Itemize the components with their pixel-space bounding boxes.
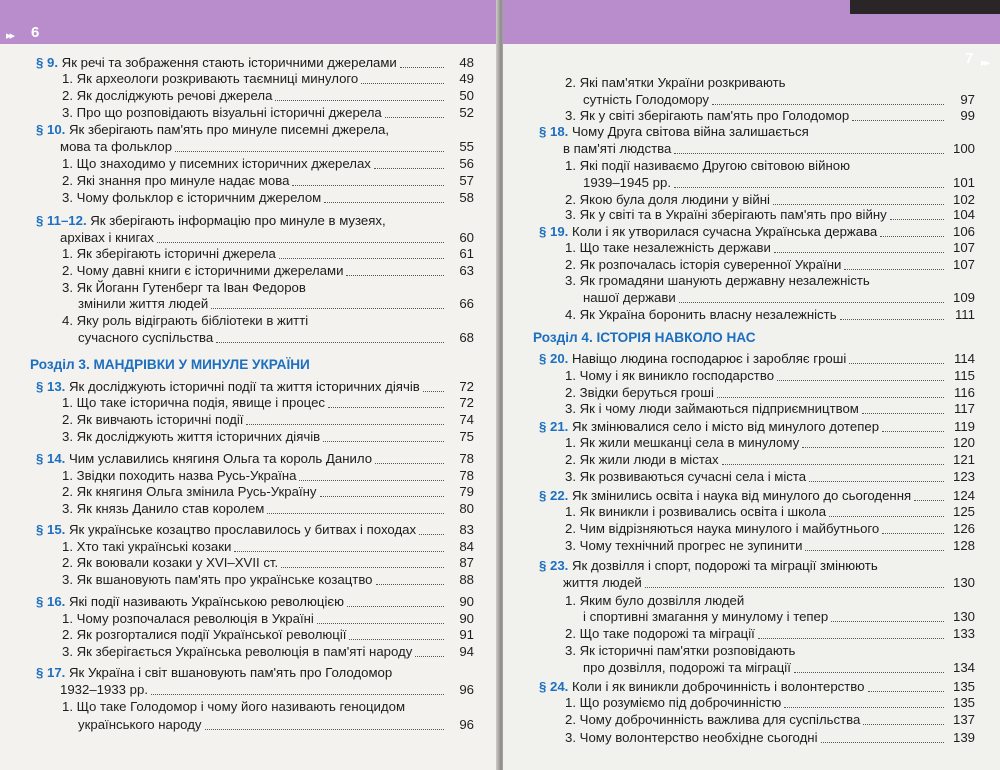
toc-section bbox=[539, 418, 975, 435]
leader-dots bbox=[880, 236, 944, 237]
leader-dots bbox=[862, 413, 944, 414]
page-ref: 107 bbox=[952, 240, 975, 255]
page-ref: 88 bbox=[459, 572, 474, 587]
toc-subentry bbox=[62, 483, 474, 500]
toc-subentry bbox=[565, 451, 975, 468]
section-number: § 10. bbox=[36, 122, 66, 137]
section-number: § 20. bbox=[539, 351, 569, 366]
chapter-title: ІСТОРІЯ НАВКОЛО НАС bbox=[596, 330, 756, 345]
entry-title: 3. Як історичні пам'ятки розповідають bbox=[565, 643, 796, 658]
page-ref: 48 bbox=[459, 55, 474, 70]
toc-subentry bbox=[583, 608, 975, 625]
section-title: Як речі та зображення стають історичними джерелами bbox=[61, 55, 397, 70]
toc-subentry bbox=[62, 262, 474, 279]
leader-dots bbox=[712, 104, 944, 105]
leader-dots bbox=[722, 464, 944, 465]
page-ref: 126 bbox=[952, 521, 975, 536]
page-ref: 101 bbox=[952, 175, 975, 190]
page-ref: 97 bbox=[960, 92, 975, 107]
toc-section bbox=[539, 487, 975, 504]
page-ref: 109 bbox=[952, 290, 975, 305]
toc-subentry bbox=[62, 155, 474, 172]
section-number: § 23. bbox=[539, 558, 569, 573]
leader-dots bbox=[773, 204, 944, 205]
section-number: § 11–12. bbox=[36, 213, 87, 228]
entry-title: 3. Чому технічний прогрес не зупинити bbox=[565, 538, 803, 553]
leader-dots bbox=[794, 672, 944, 673]
toc-subentry bbox=[565, 256, 975, 273]
toc-subentry bbox=[60, 138, 474, 155]
page-ref: 72 bbox=[459, 379, 474, 394]
entry-title: 2. Звідки беруться гроші bbox=[565, 385, 714, 400]
entry-title: 1. Чому розпочалася революція в Україні bbox=[62, 611, 314, 626]
toc-subentry bbox=[565, 694, 975, 711]
toc-subentry bbox=[565, 306, 975, 323]
section-number: § 19. bbox=[539, 224, 569, 239]
toc-section bbox=[539, 123, 975, 140]
page-ref: 58 bbox=[459, 190, 474, 205]
section-title: Як дозвілля і спорт, подорожі та міграції змінюють bbox=[572, 558, 878, 573]
section-title: Як українське козацтво прославилось у битвах і походах bbox=[69, 522, 417, 537]
leader-dots bbox=[323, 441, 444, 442]
page-ref: 61 bbox=[459, 246, 474, 261]
page-ref: 74 bbox=[459, 412, 474, 427]
leader-dots bbox=[805, 550, 944, 551]
leader-dots bbox=[281, 567, 444, 568]
page-ref: 116 bbox=[953, 385, 975, 400]
leader-dots bbox=[157, 242, 444, 243]
entry-title: в пам'яті людства bbox=[563, 141, 672, 156]
section-title: Коли і як виникли доброчинність і волонтерство bbox=[572, 679, 865, 694]
section-number: § 13. bbox=[36, 379, 66, 394]
toc-subentry bbox=[62, 626, 474, 643]
entry-title: 1932–1933 рр. bbox=[60, 682, 149, 697]
leader-dots bbox=[299, 480, 444, 481]
entry-title: 1939–1945 рр. bbox=[583, 175, 672, 190]
entry-title: 1. Хто такі українські козаки bbox=[62, 539, 232, 554]
entry-title: життя людей bbox=[563, 575, 642, 590]
entry-title: 1. Як жили мешканці села в минулому bbox=[565, 435, 800, 450]
toc-subentry bbox=[583, 174, 975, 191]
toc-section bbox=[36, 521, 474, 538]
entry-title: 3. Як вшановують пам'ять про українське козацтво bbox=[62, 572, 373, 587]
page-ref: 79 bbox=[459, 484, 474, 499]
page-ref: 120 bbox=[952, 435, 975, 450]
page-ref: 49 bbox=[459, 71, 474, 86]
entry-title: 1. Як виникли і розвивались освіта і школа bbox=[565, 504, 827, 519]
entry-title: про дозвілля, подорожі та міграції bbox=[583, 660, 791, 675]
page-ref: 60 bbox=[459, 230, 474, 245]
leader-dots bbox=[914, 500, 944, 501]
page-ref: 139 bbox=[952, 730, 975, 745]
toc-subentry bbox=[565, 503, 975, 520]
toc-subentry bbox=[62, 172, 474, 189]
toc-subentry bbox=[78, 716, 474, 733]
toc-subentry bbox=[62, 467, 474, 484]
entry-title: архівах і книгах bbox=[60, 230, 154, 245]
entry-title: 2. Які пам'ятки України розкривають bbox=[565, 75, 786, 90]
toc-section bbox=[36, 54, 474, 71]
page-ref: 57 bbox=[459, 173, 474, 188]
entry-title: 4. Яку роль відіграють бібліотеки в житті bbox=[62, 313, 309, 328]
toc-section bbox=[36, 212, 474, 229]
section-number: § 18. bbox=[539, 124, 569, 139]
page-ref: 90 bbox=[459, 594, 474, 609]
leader-dots bbox=[347, 606, 444, 607]
toc-subentry bbox=[62, 411, 474, 428]
leader-dots bbox=[267, 513, 444, 514]
page-ref: 117 bbox=[953, 401, 975, 416]
chapter-number: Розділ 4. bbox=[533, 330, 593, 345]
entry-title: нашої держави bbox=[583, 290, 676, 305]
page-ref: 106 bbox=[952, 224, 975, 239]
toc-subentry bbox=[60, 229, 474, 246]
leader-dots bbox=[863, 724, 944, 725]
toc-subentry bbox=[565, 107, 975, 124]
section-number: § 21. bbox=[539, 419, 569, 434]
leader-dots bbox=[292, 185, 444, 186]
toc-subentry bbox=[78, 295, 474, 312]
page-ref: 91 bbox=[459, 627, 474, 642]
toc-section bbox=[539, 350, 975, 367]
entry-title: 2. Як розпочалась історія суверенної України bbox=[565, 257, 842, 272]
page-ref: 130 bbox=[952, 575, 975, 590]
leader-dots bbox=[324, 202, 444, 203]
section-title: Як змінились освіта і наука від минулого до сьогодення bbox=[572, 488, 912, 503]
toc-section bbox=[539, 678, 975, 695]
leader-dots bbox=[320, 496, 444, 497]
toc-subentry bbox=[62, 428, 474, 445]
entry-title: змінили життя людей bbox=[78, 296, 209, 311]
entry-title: 3. Чому волонтерство необхідне сьогодні bbox=[565, 730, 818, 745]
toc-subentry bbox=[565, 642, 975, 659]
toc-subentry bbox=[62, 70, 474, 87]
leader-dots bbox=[777, 380, 944, 381]
page-ref: 52 bbox=[459, 105, 474, 120]
leader-dots bbox=[385, 117, 444, 118]
leader-dots bbox=[175, 151, 444, 152]
toc-subentry bbox=[62, 500, 474, 517]
leader-dots bbox=[317, 623, 444, 624]
toc-subentry bbox=[565, 625, 975, 642]
toc-subentry bbox=[565, 384, 975, 401]
entry-title: 2. Як воювали козаки у XVI–XVII ст. bbox=[62, 555, 279, 570]
toc-subentry bbox=[563, 140, 975, 157]
right-page bbox=[503, 0, 1000, 770]
leader-dots bbox=[375, 463, 444, 464]
page-ref: 115 bbox=[953, 368, 975, 383]
toc-subentry bbox=[60, 681, 474, 698]
page-ref: 111 bbox=[954, 307, 975, 322]
leader-dots bbox=[849, 363, 944, 364]
page-ref: 72 bbox=[459, 395, 474, 410]
page-ref: 119 bbox=[953, 419, 975, 434]
entry-title: 3. Як у світі та в Україні зберігають пам'ять про війну bbox=[565, 207, 887, 222]
section-title: Чим уславились княгиня Ольга та король Данило bbox=[69, 451, 373, 466]
page-ref: 50 bbox=[459, 88, 474, 103]
section-number: § 14. bbox=[36, 451, 66, 466]
page-ref: 78 bbox=[459, 451, 474, 466]
entry-title: 3. Про що розповідають візуальні історичні джерела bbox=[62, 105, 382, 120]
section-title: Як зберігають пам'ять про минуле писемні джерела, bbox=[69, 122, 390, 137]
leader-dots bbox=[374, 168, 444, 169]
toc-section bbox=[36, 450, 474, 467]
leader-dots bbox=[802, 447, 944, 448]
entry-title: 3. Як Йоганн Гутенберг та Іван Федоров bbox=[62, 280, 306, 295]
toc-subentry bbox=[583, 289, 975, 306]
leader-dots bbox=[234, 551, 444, 552]
leader-dots bbox=[216, 342, 444, 343]
page-ref: 94 bbox=[459, 644, 474, 659]
page-ref: 96 bbox=[459, 682, 474, 697]
leader-dots bbox=[717, 397, 944, 398]
leader-dots bbox=[349, 639, 444, 640]
page-ref: 96 bbox=[459, 717, 474, 732]
section-number: § 15. bbox=[36, 522, 66, 537]
toc-subentry bbox=[565, 434, 975, 451]
entry-title: сучасного суспільства bbox=[78, 330, 214, 345]
toc-subentry bbox=[583, 659, 975, 676]
toc-section bbox=[539, 223, 975, 240]
entry-title: 1. Як зберігають історичні джерела bbox=[62, 246, 276, 261]
toc-section bbox=[539, 557, 975, 574]
section-title: Як змінювалися село і місто від минулого дотепер bbox=[572, 419, 880, 434]
toc-subentry bbox=[62, 87, 474, 104]
section-title: Як Україна і світ вшановують пам'ять про Голодомор bbox=[69, 665, 393, 680]
toc-subentry bbox=[62, 538, 474, 555]
page-ref: 66 bbox=[459, 296, 474, 311]
leader-dots bbox=[328, 407, 444, 408]
entry-title: і спортивні змагання у минулому і тепер bbox=[583, 609, 829, 624]
section-number: § 22. bbox=[539, 488, 569, 503]
page-ref: 128 bbox=[952, 538, 975, 553]
page-ref: 135 bbox=[952, 679, 975, 694]
entry-title: 2. Як досліджують речові джерела bbox=[62, 88, 273, 103]
page-ref: 87 bbox=[459, 555, 474, 570]
leader-dots bbox=[151, 694, 444, 695]
section-number: § 24. bbox=[539, 679, 569, 694]
toc-section bbox=[36, 378, 474, 395]
toc-subentry bbox=[62, 698, 474, 715]
toc-subentry bbox=[78, 329, 474, 346]
toc-subentry bbox=[565, 157, 975, 174]
entry-title: 2. Чому давні книги є історичними джерелами bbox=[62, 263, 344, 278]
entry-title: 1. Звідки походить назва Русь-Україна bbox=[62, 468, 297, 483]
toc-subentry bbox=[565, 520, 975, 537]
toc-subentry bbox=[62, 245, 474, 262]
chapter-number: Розділ 3. bbox=[30, 357, 90, 372]
entry-title: 2. Які знання про минуле надає мова bbox=[62, 173, 290, 188]
section-number: § 16. bbox=[36, 594, 66, 609]
toc-subentry bbox=[563, 574, 975, 591]
leader-dots bbox=[809, 481, 944, 482]
leader-dots bbox=[829, 516, 944, 517]
section-number: § 9. bbox=[36, 55, 58, 70]
leader-dots bbox=[279, 258, 444, 259]
entry-title: 1. Що таке незалежність держави bbox=[565, 240, 771, 255]
page-ref: 137 bbox=[952, 712, 975, 727]
toc-subentry bbox=[62, 643, 474, 660]
page-ref: 123 bbox=[952, 469, 975, 484]
leader-dots bbox=[831, 621, 944, 622]
chapter-title: МАНДРІВКИ У МИНУЛЕ УКРАЇНИ bbox=[93, 357, 310, 372]
left-page-number: 6 bbox=[31, 24, 40, 41]
toc-subentry bbox=[62, 571, 474, 588]
toc-subentry bbox=[565, 74, 975, 91]
leader-dots bbox=[882, 533, 944, 534]
arrows-icon: ▸▸ bbox=[981, 57, 989, 69]
toc-subentry bbox=[62, 312, 474, 329]
entry-title: 2. Як княгиня Ольга змінила Русь-Україну bbox=[62, 484, 317, 499]
page-ref: 133 bbox=[952, 626, 975, 641]
entry-title: 3. Як розвиваються сучасні села і міста bbox=[565, 469, 807, 484]
entry-title: 1. Що знаходимо у писемних історичних джерелах bbox=[62, 156, 371, 171]
page-ref: 102 bbox=[952, 192, 975, 207]
toc-section bbox=[36, 664, 474, 681]
section-title: Навіщо людина господарює і заробляє гроші bbox=[572, 351, 847, 366]
entry-title: 1. Які події називаємо Другою світовою війною bbox=[565, 158, 850, 173]
toc-section bbox=[36, 593, 474, 610]
page-ref: 107 bbox=[952, 257, 975, 272]
section-number: § 17. bbox=[36, 665, 66, 680]
leader-dots bbox=[674, 153, 944, 154]
page-ref: 134 bbox=[952, 660, 975, 675]
chapter-heading bbox=[30, 356, 474, 373]
entry-title: 1. Як археологи розкривають таємниці минулого bbox=[62, 71, 359, 86]
entry-title: 1. Що таке Голодомор і чому його називають геноцидом bbox=[62, 699, 406, 714]
toc-subentry bbox=[565, 711, 975, 728]
toc-subentry bbox=[565, 592, 975, 609]
entry-title: 3. Чому фольклор є історичним джерелом bbox=[62, 190, 322, 205]
entry-title: сутність Голодомору bbox=[583, 92, 710, 107]
toc-subentry bbox=[62, 104, 474, 121]
toc-subentry bbox=[565, 367, 975, 384]
arrows-icon: ▸▸ bbox=[6, 30, 14, 42]
toc-subentry bbox=[62, 394, 474, 411]
page-ref: 55 bbox=[459, 139, 474, 154]
leader-dots bbox=[679, 302, 944, 303]
toc-subentry bbox=[565, 272, 975, 289]
entry-title: 1. Чому і як виникло господарство bbox=[565, 368, 775, 383]
entry-title: 2. Чим відрізняються наука минулого і майбутнього bbox=[565, 521, 880, 536]
leader-dots bbox=[784, 707, 944, 708]
toc-section bbox=[36, 121, 474, 138]
toc-subentry bbox=[565, 537, 975, 554]
leader-dots bbox=[645, 587, 944, 588]
toc-subentry bbox=[62, 554, 474, 571]
page-ref: 104 bbox=[952, 207, 975, 222]
toc-subentry bbox=[62, 279, 474, 296]
page-ref: 68 bbox=[459, 330, 474, 345]
leader-dots bbox=[882, 431, 944, 432]
entry-title: 3. Як громадяни шанують державну незалежність bbox=[565, 273, 870, 288]
section-title: Коли і як утворилася сучасна Українська держава bbox=[572, 224, 878, 239]
leader-dots bbox=[852, 120, 944, 121]
chapter-heading bbox=[533, 329, 975, 346]
section-title: Як досліджують історичні події та життя історичних діячів bbox=[69, 379, 420, 394]
leader-dots bbox=[844, 269, 944, 270]
page-ref: 56 bbox=[459, 156, 474, 171]
page-ref: 78 bbox=[459, 468, 474, 483]
entry-title: 3. Як зберігається Українська революція в пам'яті народу bbox=[62, 644, 413, 659]
entry-title: 2. Як розгорталися події Української революції bbox=[62, 627, 347, 642]
page-ref: 83 bbox=[459, 522, 474, 537]
page-ref: 75 bbox=[459, 429, 474, 444]
leader-dots bbox=[361, 83, 444, 84]
leader-dots bbox=[275, 100, 444, 101]
toc-subentry bbox=[62, 610, 474, 627]
leader-dots bbox=[211, 308, 444, 309]
entry-title: 2. Якою була доля людини у війні bbox=[565, 192, 770, 207]
page-ref: 130 bbox=[952, 609, 975, 624]
page-ref: 135 bbox=[952, 695, 975, 710]
leader-dots bbox=[821, 742, 944, 743]
page-ref: 114 bbox=[953, 351, 975, 366]
right-page-number: 7 bbox=[965, 50, 974, 67]
entry-title: українського народу bbox=[78, 717, 202, 732]
entry-title: 2. Чому доброчинність важлива для суспільства bbox=[565, 712, 861, 727]
page-ref: 121 bbox=[952, 452, 975, 467]
leader-dots bbox=[346, 275, 444, 276]
toc-subentry bbox=[565, 206, 975, 223]
page-ref: 84 bbox=[459, 539, 474, 554]
leader-dots bbox=[774, 252, 944, 253]
leader-dots bbox=[674, 187, 944, 188]
toc-subentry bbox=[565, 239, 975, 256]
toc-subentry bbox=[565, 400, 975, 417]
leader-dots bbox=[868, 691, 944, 692]
entry-title: 3. Як князь Данило став королем bbox=[62, 501, 265, 516]
page-ref: 125 bbox=[952, 504, 975, 519]
section-title: Які події називають Українською революцією bbox=[69, 594, 344, 609]
toc-subentry bbox=[565, 729, 975, 746]
toc-subentry bbox=[62, 189, 474, 206]
leader-dots bbox=[246, 424, 444, 425]
entry-title: 1. Що таке історична подія, явище і процес bbox=[62, 395, 325, 410]
page-ref: 63 bbox=[459, 263, 474, 278]
page-ref: 124 bbox=[952, 488, 975, 503]
leader-dots bbox=[205, 729, 445, 730]
entry-title: мова та фольклор bbox=[60, 139, 173, 154]
entry-title: 2. Що таке подорожі та міграції bbox=[565, 626, 755, 641]
page-ref: 100 bbox=[952, 141, 975, 156]
leader-dots bbox=[400, 67, 444, 68]
entry-title: 2. Як вивчають історичні події bbox=[62, 412, 244, 427]
leader-dots bbox=[890, 219, 944, 220]
toc-subentry bbox=[583, 91, 975, 108]
entry-title: 1. Що розуміємо під доброчинністю bbox=[565, 695, 782, 710]
section-title: Чому Друга світова війна залишається bbox=[572, 124, 809, 139]
entry-title: 2. Як жили люди в містах bbox=[565, 452, 719, 467]
entry-title: 4. Як Україна боронить власну незалежність bbox=[565, 307, 837, 322]
entry-title: 3. Як і чому люди займаються підприємництвом bbox=[565, 401, 859, 416]
page-ref: 90 bbox=[459, 611, 474, 626]
toc-subentry bbox=[565, 468, 975, 485]
leader-dots bbox=[376, 584, 444, 585]
entry-title: 1. Яким було дозвілля людей bbox=[565, 593, 745, 608]
entry-title: 3. Як досліджують життя історичних діячів bbox=[62, 429, 321, 444]
leader-dots bbox=[758, 638, 944, 639]
page-ref: 80 bbox=[459, 501, 474, 516]
page-ref: 99 bbox=[960, 108, 975, 123]
section-title: Як зберігають інформацію про минуле в музеях, bbox=[90, 213, 386, 228]
entry-title: 3. Як у світі зберігають пам'ять про Голодомор bbox=[565, 108, 850, 123]
right-toc bbox=[503, 0, 1000, 770]
leader-dots bbox=[840, 319, 944, 320]
